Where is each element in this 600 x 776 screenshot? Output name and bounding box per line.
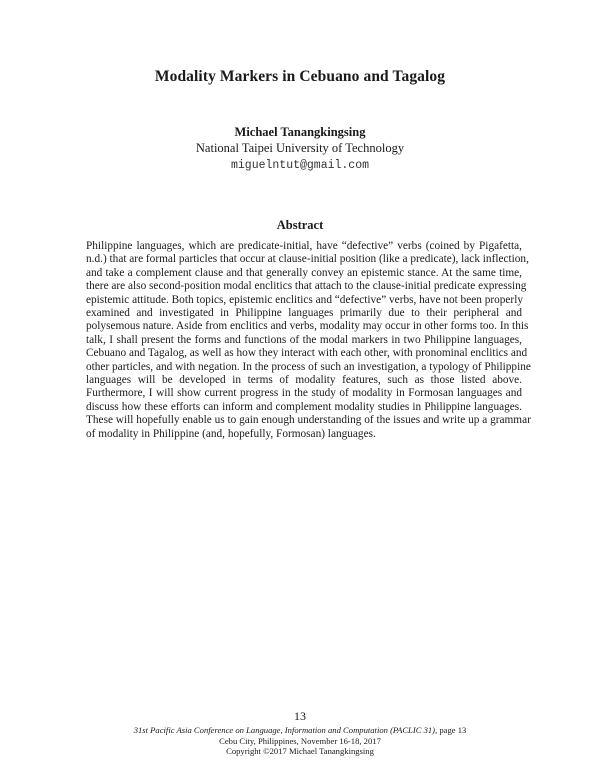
abstract-heading: Abstract <box>276 218 324 232</box>
footer-location: Cebu City, Philippines, November 16-18, 2017 <box>219 735 381 746</box>
author-name: Michael Tanangkingsing <box>234 125 366 139</box>
abstract-line: Cebuano and Tagalog, as well as how they interact with each other, with pronominal enclitics and <box>86 347 528 360</box>
footer-conference-line <box>0 725 600 736</box>
footer-conference: 31st Pacific Asia Conference on Language, Information and Computation (PACLIC 31) <box>133 725 436 735</box>
page-number: 13 <box>294 709 306 723</box>
abstract-line: discuss how these efforts can inform and complement modality studies in Philippine languages. <box>86 400 522 413</box>
abstract-line: of modality in Philippine (and, hopefully, Formosan) languages. <box>86 427 376 440</box>
paper-title: Modality Markers in Cebuano and Tagalog <box>154 68 446 85</box>
author-block <box>0 124 600 176</box>
footer-page-ref: , page 13 <box>435 725 467 735</box>
page-footer <box>0 725 600 757</box>
abstract-line: talk, I shall present the forms and functions of the modal markers in two Philippine languages, <box>86 333 522 346</box>
abstract-line: n.d.) that are formal particles that occur at clause-initial position (like a predicate), lack inflection, <box>86 253 529 266</box>
abstract-line: and take a complement clause and that generally convey an epistemic stance. At the same time, <box>86 266 522 279</box>
author-affiliation: National Taipei University of Technology <box>195 141 405 155</box>
abstract-line: polysemous nature. Aside from enclitics and verbs, modality may occur in other forms too. In this <box>86 320 529 333</box>
abstract-line: other particles, and with negation. In the process of such an investigation, a typology of Philippine <box>86 360 531 373</box>
abstract-line: epistemic attitude. Both topics, epistemic enclitics and “defective” verbs, have not been properly <box>86 293 523 306</box>
abstract-line: Furthermore, I will show current progress in the study of modality in Formosan languages and <box>86 387 522 400</box>
abstract-body <box>86 240 531 441</box>
footer-copyright: Copyright ©2017 Michael Tanangkingsing <box>226 746 374 756</box>
abstract-line: examined and investigated in Philippine languages primarily due to their peripheral and <box>86 307 522 320</box>
abstract-line: there are also second-position modal enclitics that attach to the clause-initial predicate expressing <box>86 280 527 293</box>
abstract-line: Philippine languages, which are predicate-initial, have “defective” verbs (coined by Pigafetta, <box>86 240 522 252</box>
author-email: miguelntut@gmail.com <box>230 159 370 172</box>
abstract-line: These will hopefully enable us to gain enough understanding of the issues and write up a grammar <box>86 414 531 427</box>
abstract-line: languages will be developed in terms of modality features, such as those listed above. <box>86 374 522 387</box>
